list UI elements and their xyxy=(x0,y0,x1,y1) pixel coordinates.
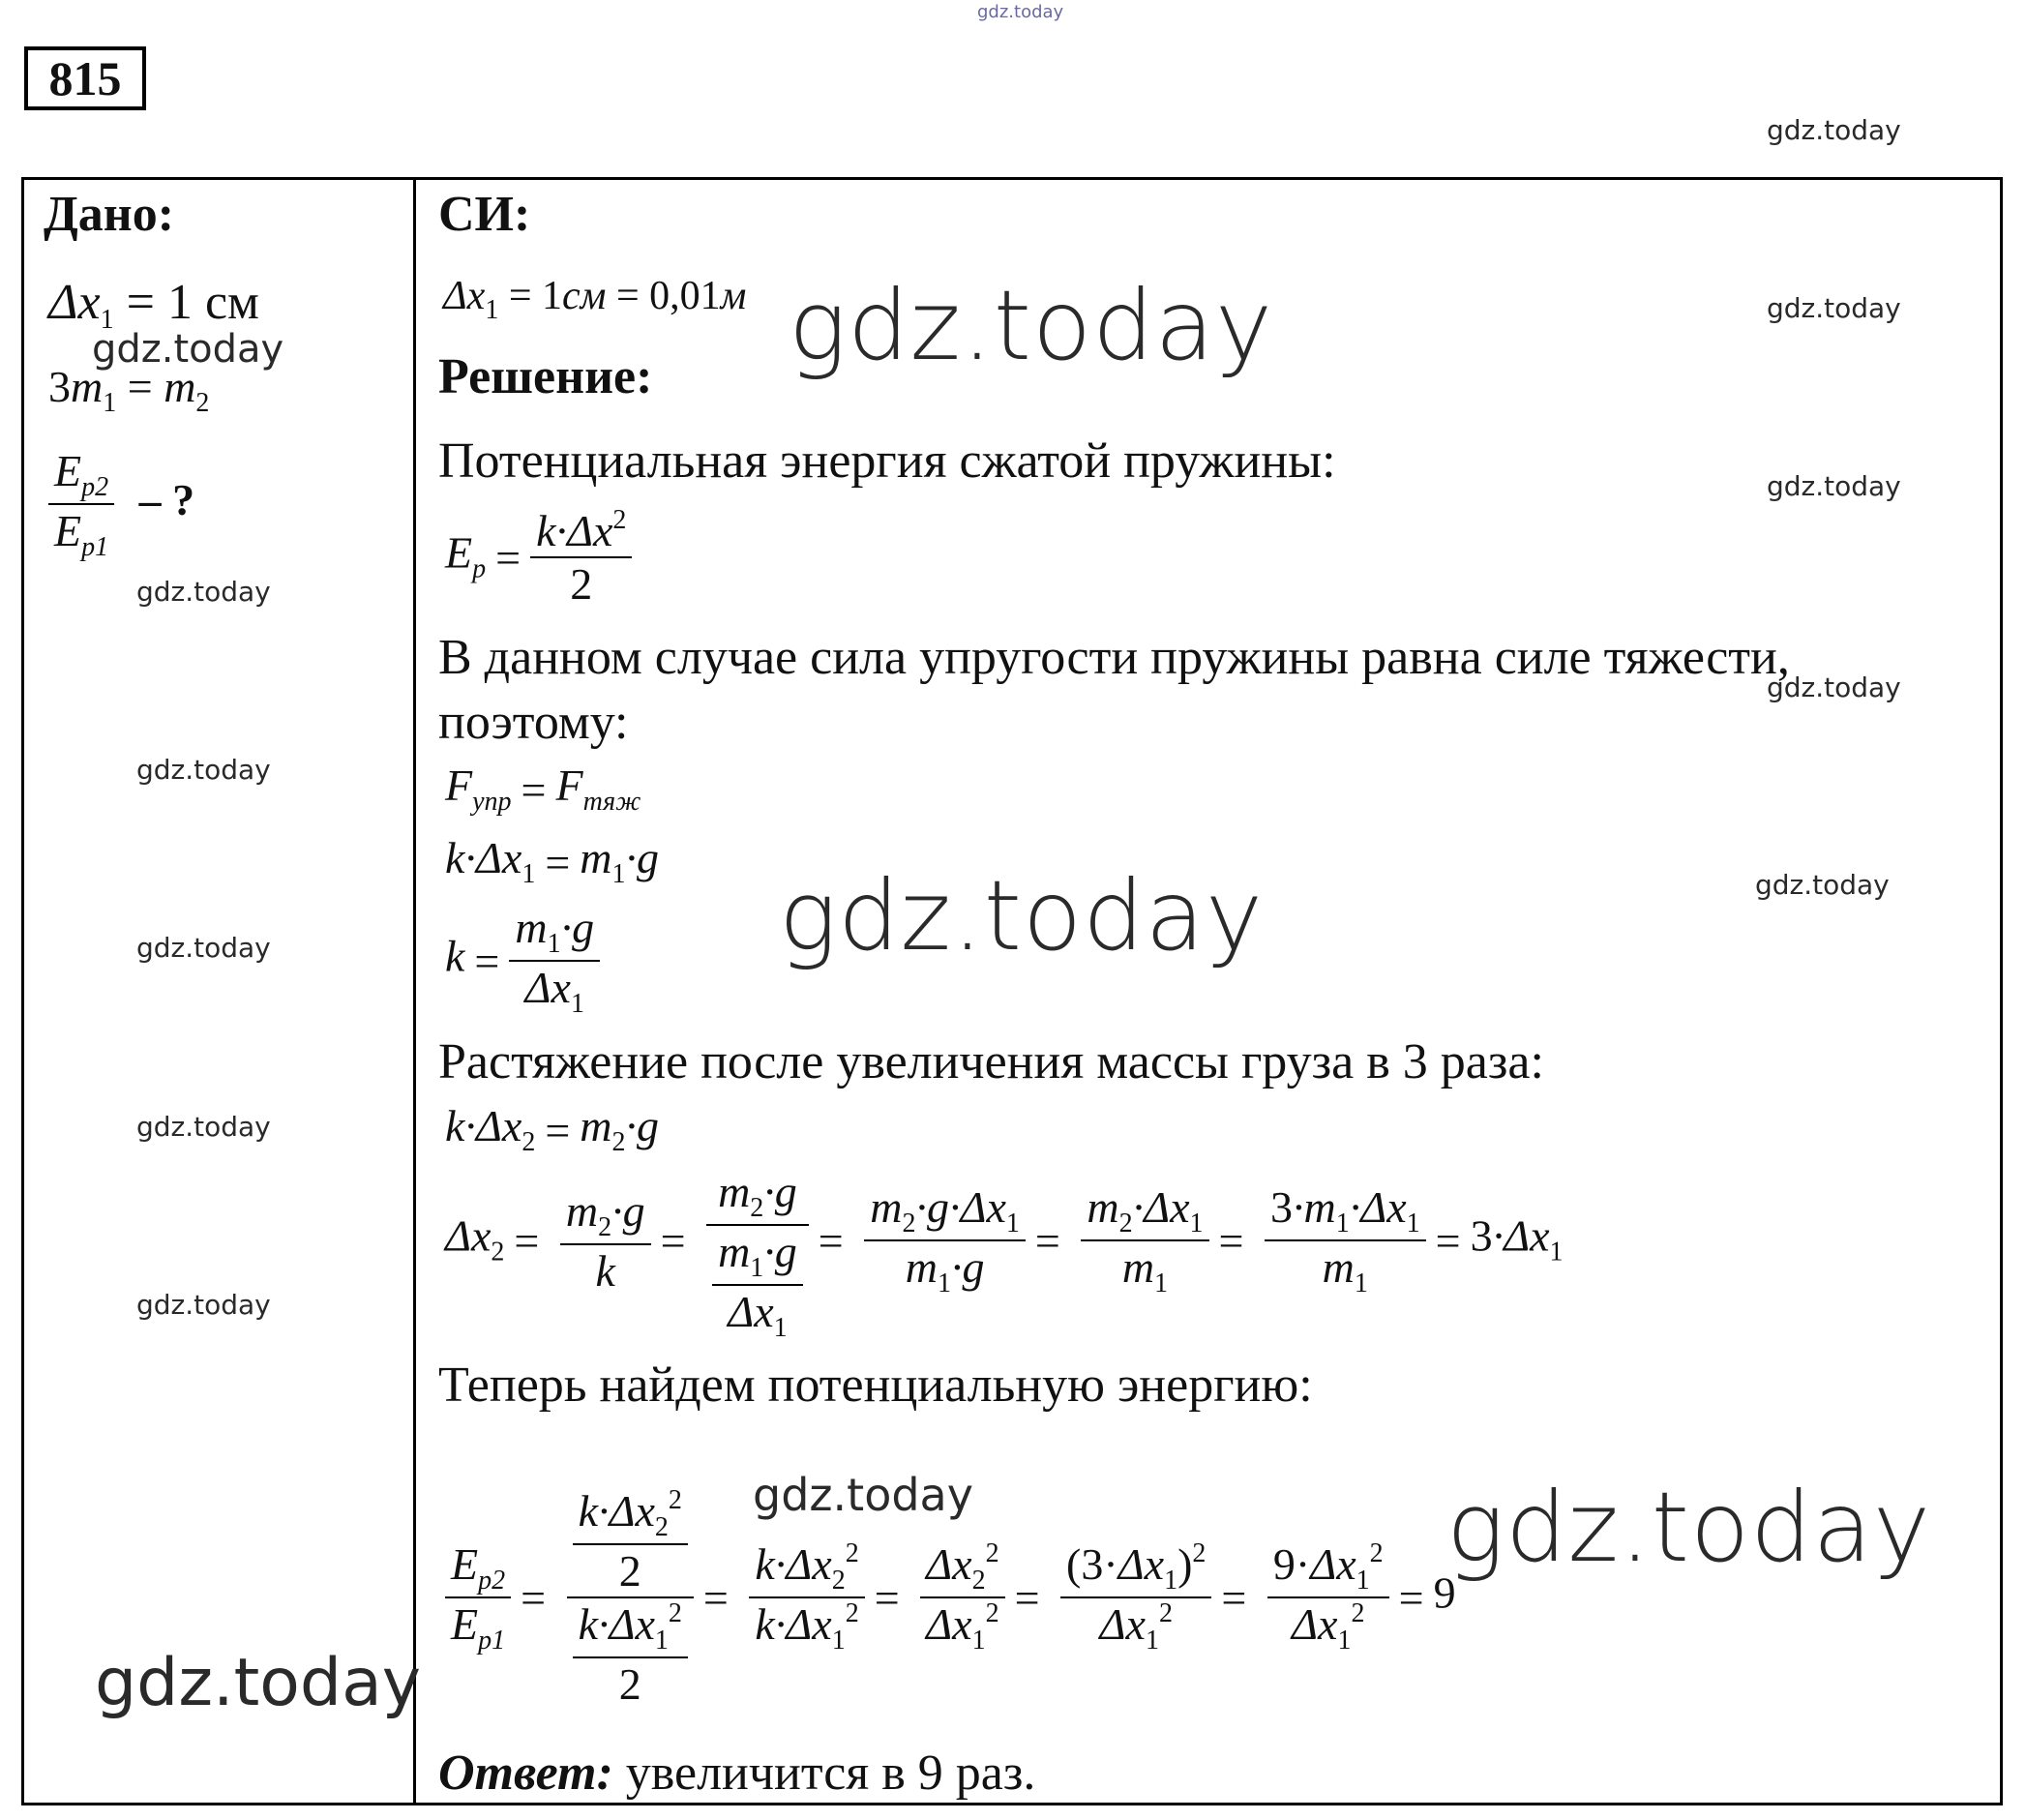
watermark-right-2: gdz.today xyxy=(1767,292,1901,324)
watermark-right-3: gdz.today xyxy=(1767,470,1901,502)
paragraph-elastic-force: В данном случае сила упругости пружины равна силе тяжести, xyxy=(438,630,1790,685)
watermark-left-5: gdz.today xyxy=(136,1289,271,1321)
paragraph-extension: Растяжение после увеличения массы груза в 3 раза: xyxy=(438,1034,1544,1089)
formula-force-equality: $F_{упр} = F_{тяж}$ xyxy=(445,761,641,817)
given-item-dx1: $\Delta x_1 = 1$ см xyxy=(48,275,259,335)
answer-line xyxy=(438,1745,1035,1802)
formula-dx2-chain: $\Delta x_2$ = $\frac{m_2\cdot g}{k}$ = $\frac{m_2\cdot g}{\frac{m_1\cdot g}{\Delta x_1}}$ = $\frac{m_2\cdot g\cdot\Delta x_1}{m_1\cdot g}$ = $\frac{m_2\cdot\Delta x_1}{m_1}$ = $\frac{3\cdot m_1\cdot\Delta x_1}{m_1}$ = $3\cdot\Delta x_1$ xyxy=(445,1167,1564,1343)
watermark-top: gdz.today xyxy=(977,2,1064,22)
formula-dx2-balance: $k\cdot\Delta x_2 = m_2\cdot g$ xyxy=(445,1101,660,1157)
watermark-right-4: gdz.today xyxy=(1767,671,1901,703)
watermark-large-1: gdz.today xyxy=(789,269,1274,382)
watermark-right-5: gdz.today xyxy=(1755,869,1890,901)
answer-label: Ответ: xyxy=(438,1745,613,1801)
watermark-left-4: gdz.today xyxy=(136,1111,271,1143)
given-item-ratio: $\frac{E_{p2}}{E_{p1}}$ – ? xyxy=(48,445,194,563)
watermark-large-2: gdz.today xyxy=(779,859,1265,972)
answer-text: увеличится в 9 раз. xyxy=(625,1745,1036,1801)
formula-k-solved: k = $\frac{m_1\cdot g}{\Delta x_1}$ xyxy=(445,902,600,1020)
column-divider xyxy=(413,177,416,1805)
watermark-left-2: gdz.today xyxy=(136,754,271,786)
paragraph-potential-energy: Потенциальная энергия сжатой пружины: xyxy=(438,433,1336,489)
watermark-bottom-left: gdz.today xyxy=(95,1645,421,1721)
formula-ratio-chain: $\frac{E_{p2}}{E_{p1}}$ = $\frac{\frac{k\cdot\Delta x_2^2}{2}}{\frac{k\cdot\Delta x_1^2}{2}}$ = $\frac{k\cdot\Delta x_2^2}{k\cdot\Delta x_1^2}$ = $\frac{\Delta x_2^2}{\Delta x_1^2}$ = $\frac{(3\cdot\Delta x_1)^2}{\Delta x_1^2}$ = $\frac{9\cdot\Delta x_1^2}{\Delta x_1^2}$ = 9 xyxy=(445,1485,1456,1710)
watermark-left-1: gdz.today xyxy=(136,576,271,608)
solution-header: Решение: xyxy=(438,349,653,404)
si-conversion: $\Delta x_1 = 1см = 0,01м$ xyxy=(443,274,747,325)
problem-number: 815 xyxy=(24,46,146,110)
paragraph-find-energy: Теперь найдем потенциальную энергию: xyxy=(438,1358,1313,1413)
watermark-left-3: gdz.today xyxy=(136,932,271,964)
formula-ep: $E_p$ = $\frac{k\cdot\Delta x^2}{2}$ xyxy=(445,505,632,610)
given-header: Дано: xyxy=(44,187,175,242)
watermark-large-3: gdz.today xyxy=(1446,1471,1932,1584)
si-header: СИ: xyxy=(438,187,531,242)
paragraph-therefore: поэтому: xyxy=(438,695,629,750)
formula-k-balance: $k\cdot\Delta x_1 = m_1\cdot g$ xyxy=(445,833,660,889)
given-item-mass: $3m_1 = m_2$ xyxy=(48,362,210,418)
watermark-left-given: gdz.today xyxy=(92,327,284,372)
watermark-mid-small: gdz.today xyxy=(753,1469,973,1521)
watermark-right-1: gdz.today xyxy=(1767,114,1901,146)
